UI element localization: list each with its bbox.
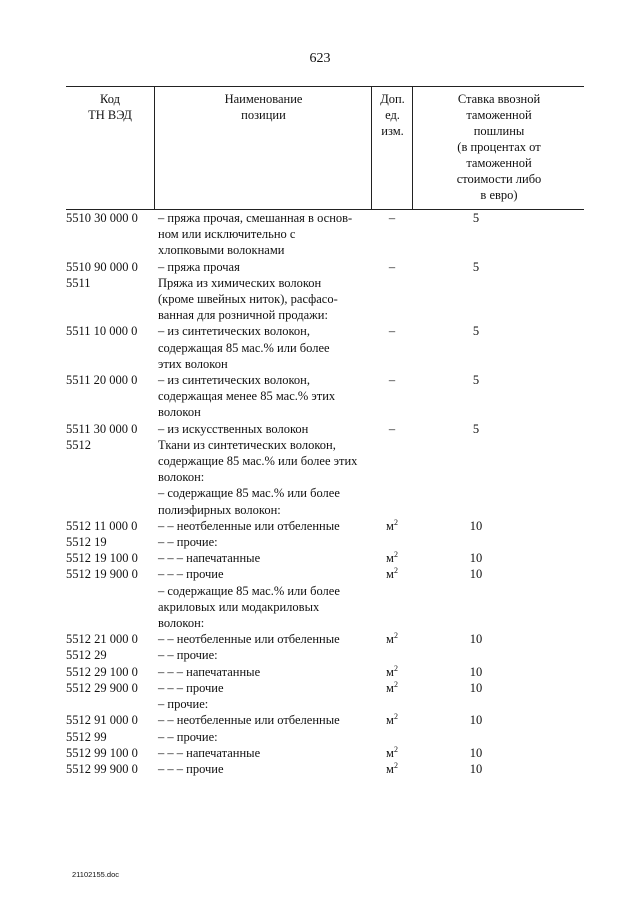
header-rate: Ставка ввозной таможенной пошлины (в процентах от таможенной стоимости либо в евро) [456, 92, 542, 202]
row-unit [381, 664, 403, 680]
table-row [66, 259, 584, 275]
row-unit [381, 550, 403, 566]
row-unit [381, 518, 403, 534]
row-unit [381, 566, 403, 582]
row-unit-text: – [388, 324, 396, 339]
row-code: 5510 90 000 0 [66, 259, 138, 274]
row-name: – пряжа прочая, смешанная в основ- ном или исключительно с хлопковыми волокнами [158, 211, 353, 258]
header-name-column [154, 87, 372, 209]
row-unit-superscript: 2 [393, 744, 398, 754]
row-unit-text: – [388, 259, 396, 274]
row-rate: 5 [472, 373, 480, 388]
table-row [66, 745, 584, 761]
row-unit-text: м [386, 551, 394, 566]
table-row [66, 550, 584, 566]
table-row [66, 372, 584, 421]
row-unit-superscript: 2 [393, 760, 398, 770]
row-unit-superscript: 2 [393, 712, 398, 722]
row-code: 5511 [66, 275, 91, 290]
row-rate: 5 [472, 259, 480, 274]
table-row [66, 647, 584, 663]
table-header [66, 86, 584, 210]
table-row [66, 275, 584, 324]
row-rate: 10 [469, 518, 483, 533]
row-name: – из синтетических волокон, содержащая 85 мас.% или более этих волокон [158, 324, 330, 371]
row-code: 5512 19 900 0 [66, 567, 138, 582]
row-unit-text: м [386, 567, 394, 582]
row-unit-text: м [386, 680, 394, 695]
row-name: – – неотбеленные или отбеленные [158, 632, 340, 647]
row-name: – – прочие: [158, 729, 218, 744]
row-rate: 5 [472, 324, 480, 339]
row-name: – пряжа прочая [158, 259, 240, 274]
row-rate: 5 [472, 421, 480, 436]
table-body [66, 210, 584, 777]
row-name: – из синтетических волокон, содержащая менее 85 мас.% этих волокон [158, 373, 336, 420]
footer-filename: 21102155.doc [72, 870, 119, 879]
row-name: Пряжа из химических волокон (кроме швейных ниток), расфасо- ванная для розничной продажи: [158, 275, 338, 323]
row-unit [381, 372, 403, 388]
row-rate: 10 [469, 567, 483, 582]
table-row [66, 518, 584, 534]
table-row [66, 566, 584, 582]
row-unit-text: – [388, 211, 396, 225]
row-code: 5512 29 900 0 [66, 680, 138, 695]
row-unit-superscript: 2 [393, 517, 398, 527]
header-code: Код ТН ВЭД [88, 92, 132, 122]
row-code: 5512 29 [66, 648, 107, 663]
header-unit-column [371, 87, 413, 209]
row-name: – – – напечатанные [158, 664, 261, 679]
row-unit-text: м [386, 745, 394, 760]
table-row [66, 680, 584, 696]
row-name: – из искусственных волокон [158, 421, 309, 436]
row-unit [381, 712, 403, 728]
table-row [66, 437, 584, 486]
row-code: 5510 30 000 0 [66, 211, 138, 225]
row-code: 5512 99 900 0 [66, 761, 138, 776]
row-unit-text: м [386, 518, 394, 533]
row-unit [381, 323, 403, 339]
row-name: – прочие: [158, 697, 209, 712]
row-rate: 10 [469, 761, 483, 776]
table-row [66, 421, 584, 437]
table-row [66, 761, 584, 777]
row-rate: 5 [472, 211, 480, 225]
row-code: 5512 11 000 0 [66, 518, 138, 533]
row-name: – – – прочие [158, 761, 224, 776]
row-rate: 10 [469, 632, 483, 647]
table-row [66, 323, 584, 372]
row-unit-text: – [388, 421, 396, 436]
table-row [66, 485, 584, 517]
row-code: 5512 19 100 0 [66, 551, 138, 566]
row-rate: 10 [469, 551, 483, 566]
page-number: 623 [309, 51, 331, 66]
row-unit [381, 745, 403, 761]
row-unit-superscript: 2 [393, 631, 398, 641]
row-code: 5511 30 000 0 [66, 421, 138, 436]
row-name: – – прочие: [158, 648, 218, 663]
row-unit [381, 631, 403, 647]
row-name: – – неотбеленные или отбеленные [158, 518, 340, 533]
row-name: – содержащие 85 мас.% или более полиэфирных волокон: [158, 486, 340, 517]
row-code: 5512 99 100 0 [66, 745, 138, 760]
row-unit-superscript: 2 [393, 566, 398, 576]
row-unit [381, 680, 403, 696]
row-unit [381, 761, 403, 777]
row-name: – – – прочие [158, 680, 224, 695]
row-rate: 10 [469, 745, 483, 760]
row-code: 5512 19 [66, 535, 107, 550]
row-unit-text: м [386, 632, 394, 647]
row-unit-superscript: 2 [393, 550, 398, 560]
table-row [66, 664, 584, 680]
row-unit [381, 421, 403, 437]
row-unit [381, 259, 403, 275]
table-row [66, 631, 584, 647]
row-code: 5511 20 000 0 [66, 373, 138, 388]
row-name: – – прочие: [158, 535, 218, 550]
table-row [66, 583, 584, 632]
table-row [66, 729, 584, 745]
row-name: – – неотбеленные или отбеленные [158, 713, 340, 728]
row-unit-text: – [388, 373, 396, 388]
row-unit-superscript: 2 [393, 663, 398, 673]
header-code-column [66, 87, 154, 209]
table-row [66, 534, 584, 550]
row-code: 5512 99 [66, 729, 107, 744]
row-unit [381, 210, 403, 226]
row-rate: 10 [469, 664, 483, 679]
row-unit-text: м [386, 664, 394, 679]
table-row [66, 696, 584, 712]
row-name: – – – прочие [158, 567, 224, 582]
header-unit: Доп. ед. изм. [380, 92, 405, 138]
row-code: 5512 29 100 0 [66, 664, 138, 679]
row-name: – содержащие 85 мас.% или более акриловых или модакриловых волокон: [158, 583, 340, 631]
header-rate-column [412, 87, 585, 209]
row-code: 5512 21 000 0 [66, 632, 138, 647]
row-unit-text: м [386, 761, 394, 776]
row-rate: 10 [469, 680, 483, 695]
row-code: 5511 10 000 0 [66, 324, 138, 339]
header-name: Наименование позиции [224, 92, 303, 122]
table-row [66, 210, 584, 259]
row-unit-text: м [386, 713, 394, 728]
row-code: 5512 [66, 437, 91, 452]
row-unit-superscript: 2 [393, 679, 398, 689]
row-name: – – – напечатанные [158, 551, 261, 566]
table-row [66, 712, 584, 728]
row-name: Ткани из синтетических волокон, содержащие 85 мас.% или более этих волокон: [158, 437, 358, 485]
row-name: – – – напечатанные [158, 745, 261, 760]
row-code: 5512 91 000 0 [66, 713, 138, 728]
row-rate: 10 [469, 713, 483, 728]
